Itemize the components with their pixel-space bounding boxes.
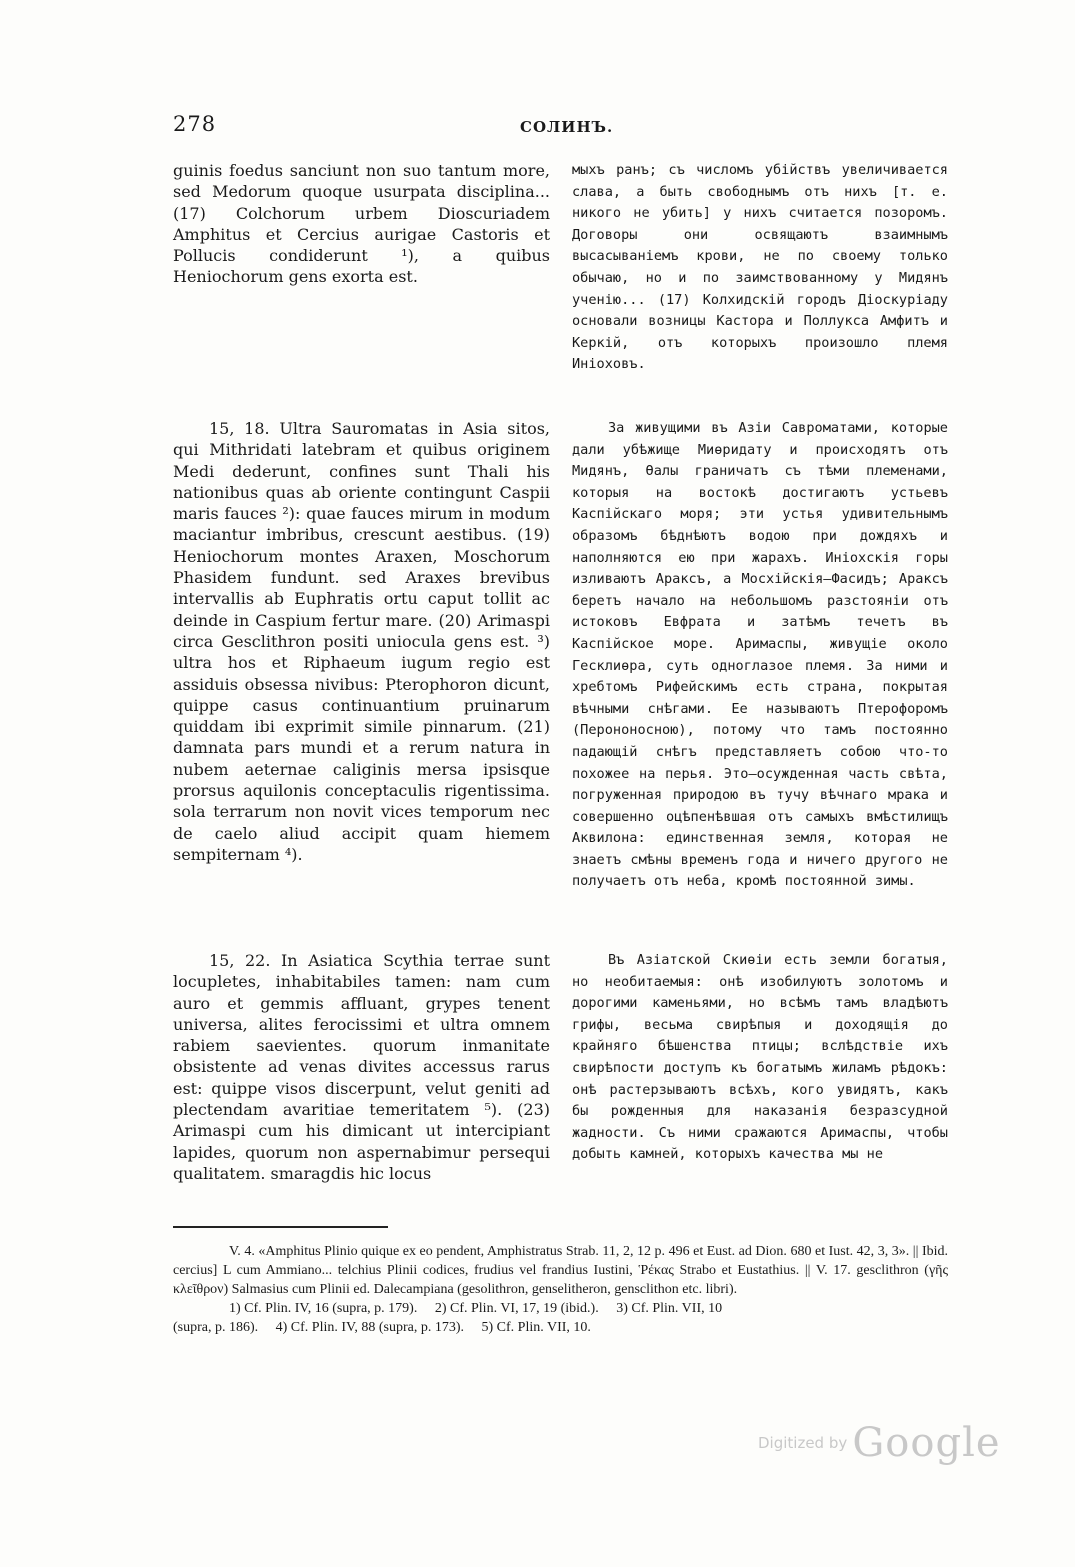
footnote-line-1: 1) Cf. Plin. IV, 16 (supra, p. 179). 2) Cf. Plin. VI, 17, 19 (ibid.). 3) Cf. Plin. VII, 10 (229, 1301, 723, 1316)
footnote-line-2: (supra, p. 186). 4) Cf. Plin. IV, 88 (supra, p. 173). 5) Cf. Plin. VII, 10. (173, 1320, 591, 1335)
russian-paragraph-3: Въ Азіатской Скиѳіи есть земли богатыя, но необитаемыя: онѣ изобилуютъ золотомъ и дорогими каменьями, но всѣмъ тамъ владѣютъ грифы, весьма свирѣпыя и доходящія до крайняго бѣшенства птицы; вслѣдствіе ихъ свирѣпости доступъ къ богатымъ жиламъ рѣдокъ: онѣ растерзываютъ всѣхъ, кого увидятъ, какъ бы рожденныя для наказанія безразсудной жадности. Съ ними сражаются Аримаспы, чтобы добыть камней, которыхъ качества мы не (572, 952, 948, 1163)
running-title: СОЛИНЪ. (520, 118, 614, 136)
footnote-rule (173, 1226, 388, 1228)
russian-paragraph-1: мыхъ ранъ; съ числомъ убійствъ увеличивается слава, а быть свободнымъ отъ нихъ [т. е. никого не убить] у нихъ считается позоромъ. Договоры они освящаютъ взаимнымъ высасываніемъ крови, не по своему только обычаю, но и по заимствованному у Мидянъ ученію... (17) Колхидскій городъ Діоскуріаду основали возницы Кастора и Поллукса Амфитъ и Керкій, отъ которыхъ произошло племя Иніоховъ. (572, 162, 948, 373)
google-watermark (758, 1420, 1001, 1466)
google-logo: Google (852, 1420, 1001, 1466)
latin-paragraph-3: 15, 22. In Asiatica Scythia terrae sunt locupletes, inhabitabiles tamen: nam cum auro et gemmis affluant, grypes tenent universa, alites ferocissimi et ultra omnem rabiem saevientes. quorum inmanitate obsistente ad venas divites accessus rarus est: quippe visos discerpunt, velut geniti ad plectendam avaritiae temeritatem ⁵). (23) Arimaspi cum his dimicant ut intercipiant lapides, quorum non aspernabimur persequi qualitatem. smaragdis hic locus (173, 951, 550, 1183)
critical-apparatus: V. 4. «Amphitus Plinio quique ex eo pendent, Amphistratus Strab. 11, 2, 12 p. 496 et Eust. ad Dion. 680 et Iust. 42, 3, 3». || Ibid. cercius] L cum Ammiano... telchius Plinii codices, frudius vel frandius Iustini, Ῥέκας Strabo et Eustathius. || V. 17. gesclithron (γῆς κλεῖθρον) Salmasius cum Plinii ed. Dalecampiana (gesolithron, genselitheron, gensclithon etc. libri). (173, 1244, 948, 1297)
watermark-prefix: Digitized by (758, 1434, 848, 1452)
page-number: 278 (173, 112, 217, 136)
footnotes (173, 1242, 948, 1337)
latin-paragraph-1: guinis foedus sanciunt non suo tantum more, sed Medorum quoque usurpata disciplina... (17) Colchorum urbem Dioscuriadem Amphitus et Cercius aurigae Castoris et Pollucis condiderunt ¹), a quibus Heniochorum gens exorta est. (173, 161, 550, 287)
russian-paragraph-2: За живущими въ Азіи Савроматами, которые дали убѣжище Миѳридату и происходятъ отъ Мидянъ, Өалы граничатъ съ тѣми племенами, которыя на востокѣ достигаютъ устьевъ Каспійскаго моря; эти устья удивительнымъ образомъ бѣднѣютъ водою при дождяхъ и наполняются ею при жарахъ. Иніохскія горы изливаютъ Араксъ, а Мосхійскія—Фасидъ; Араксъ беретъ начало на небольшомъ разстояніи отъ истоковъ Евфрата и затѣмъ течетъ въ Каспійское море. Аримаспы, живущіе около Гесклиѳра, суть одноглазое племя. За ними и хребтомъ Рифейскимъ есть страна, покрытая вѣчными снѣгами. Ее называютъ Птерофоромъ (Перононосною), потому что тамъ постоянно падающій снѣгъ представляетъ собою что-то похожее на перья. Это—осужденная часть свѣта, погруженная природою въ тучу вѣчнаго мрака и совершенно оцѣпенѣвшая отъ самыхъ вмѣстилищъ Аквилона: единственная земля, которая не знаетъ смѣны временъ года и ничего другого не получаетъ отъ неба, кромѣ постоянной зимы. (572, 420, 948, 890)
latin-paragraph-2: 15, 18. Ultra Sauromatas in Asia sitos, qui Mithridati latebram et quibus originem Medi dederunt, confines sunt Thali his nationibus quas ab oriente contingunt Caspii maris fauces ²): quae fauces mirum in modum maciantur imbribus, crescunt aestibus. (19) Heniochorum montes Araxen, Moschorum Phasidem fundunt. sed Araxes brevibus intervallis ab Euphratis ortu caput tollit ac deinde in Caspium fertur mare. (20) Arimaspi circa Gesclithron positi uniocula gens est. ³) ultra hos et Riphaeum iugum regio est assiduis obsessa nivibus: Pterophoron dicunt, quippe casus continuantium pruinarum quiddam ibi exprimit simile pinnarum. (21) damnata pars mundi et a rerum natura in nubem aeternae caliginis mersa ipsisque prorsus aquilonis conceptaculis rigentissima. sola terrarum non novit vices temporum nec de caelo aliud accipit quam hiemem sempiternam ⁴). (173, 419, 550, 864)
